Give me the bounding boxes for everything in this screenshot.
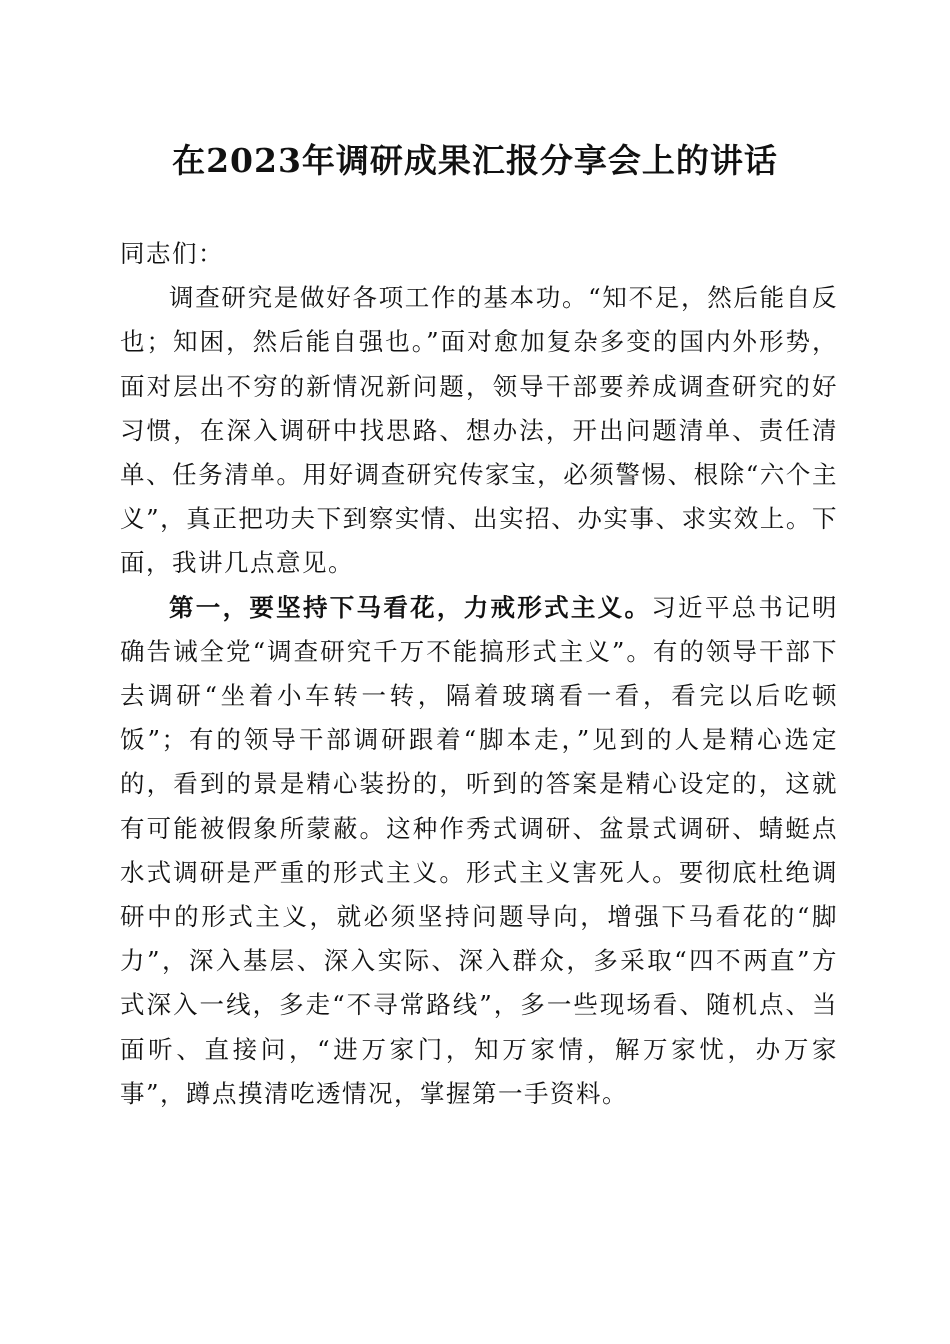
document-title: 在2023年调研成果汇报分享会上的讲话 [172, 141, 778, 180]
paragraph-first-point-heading: 第一，要坚持下马看花，力戒形式主义。 [169, 592, 652, 622]
salutation: 同志们： [120, 239, 224, 268]
document-body [120, 232, 838, 1116]
paragraph-first-point [120, 586, 838, 1116]
paragraph-first-point-body: 习近平总书记明确告诫全党“调查研究千万不能搞形式主义”。有的领导干部下去调研“坐着小车转一转，隔着玻璃看一看，看完以后吃顿饭”；有的领导干部调研跟着“脚本走，”见到的人是精心选定的，看到的景是精心装扮的，听到的答案是精心设定的，这就有可能被假象所蒙蔽。这种作秀式调研、盆景式调研、蜻蜓点水式调研是严重的形式主义。形式主义害死人。要彻底杜绝调研中的形式主义，就必须坚持问题导向，增强下马看花的“脚力”，深入基层、深入实际、深入群众，多采取“四不两直”方式深入一线，多走“不寻常路线”，多一些现场看、随机点、当面听、直接问，“进万家门，知万家情，解万家忧，办万家事”，蹲点摸清吃透情况，掌握第一手资料。 [120, 592, 838, 1108]
paragraph-intro: 调查研究是做好各项工作的基本功。“知不足，然后能自反也；知困，然后能自强也。”面对愈加复杂多变的国内外形势，面对层出不穷的新情况新问题，领导干部要养成调查研究的好习惯，在深入调研中找思路、想办法，开出问题清单、责任清单、任务清单。用好调查研究传家宝，必须警惕、根除“六个主义”，真正把功夫下到察实情、出实招、办实事、求实效上。下面，我讲几点意见。 [120, 283, 838, 578]
